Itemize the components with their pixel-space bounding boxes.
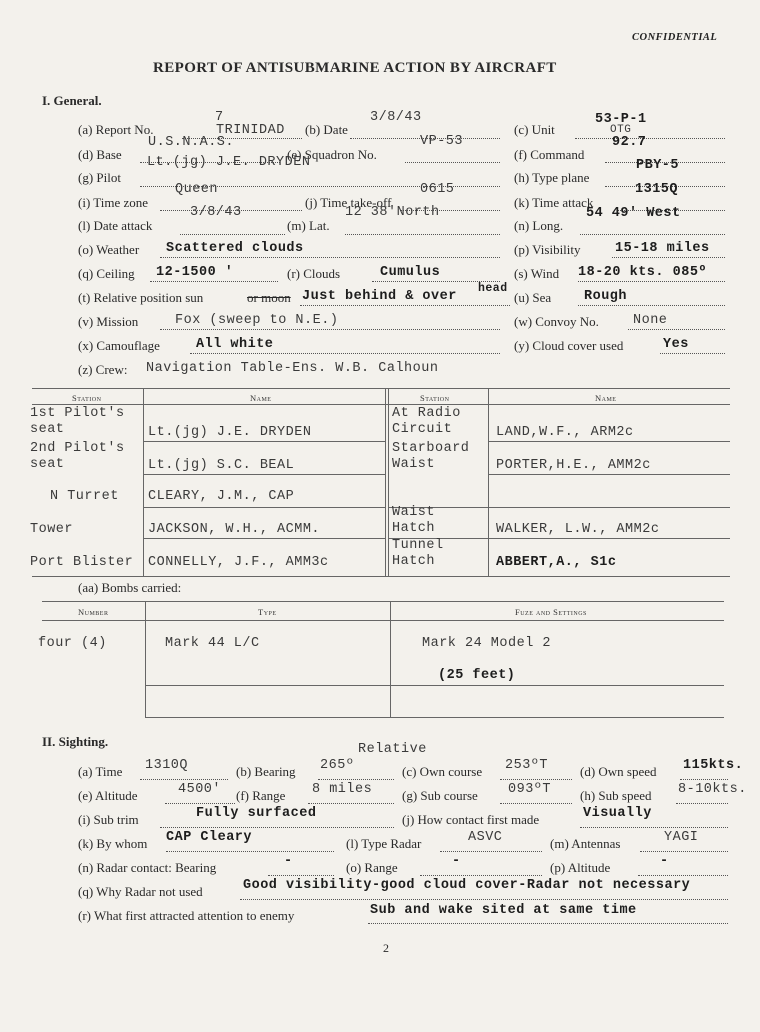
- radar-bearing-value: -: [284, 854, 293, 869]
- crew-row-2-name-2: PORTER,H.E., AMM2c: [496, 458, 651, 473]
- wind-line: [578, 281, 725, 282]
- crew-row-3-name: CLEARY, J.M., CAP: [148, 489, 295, 504]
- crew-row-2-line-b: [488, 474, 730, 475]
- date-attack-value: 3/8/43: [190, 205, 242, 220]
- pilot-label: (g) Pilot: [78, 170, 121, 185]
- bombs-table-bottom: [145, 717, 724, 718]
- wind-value: 18-20 kts. 085º: [578, 265, 708, 280]
- crew-row-5-station-2: Tunnel Hatch: [392, 538, 444, 569]
- crew-table-bottom: [32, 576, 730, 577]
- radar-not-used-label: (q) Why Radar not used: [78, 884, 203, 899]
- unit-label: (c) Unit: [514, 122, 555, 137]
- sub-speed-line: [676, 803, 728, 804]
- sun-position-value: Just behind & over: [302, 289, 457, 304]
- contact-method-line: [580, 827, 728, 828]
- crew-header-station-2: Station: [420, 393, 450, 403]
- camouflage-label: (x) Camouflage: [78, 338, 160, 353]
- clouds-label: (r) Clouds: [287, 266, 341, 281]
- sighting-time-label: (a) Time: [78, 764, 123, 779]
- radar-type-line: [440, 851, 542, 852]
- sub-trim-line: [160, 827, 394, 828]
- first-attention-value: Sub and wake sited at same time: [370, 903, 637, 918]
- long-value: 54 49' West: [586, 206, 681, 221]
- bombs-header-type: Type: [258, 607, 277, 617]
- crew-row-1-station-2: At Radio Circuit: [392, 406, 461, 437]
- mission-label: (v) Mission: [78, 314, 139, 329]
- antennas-value: YAGI: [664, 830, 699, 845]
- bombs-carried-label: (aa) Bombs carried:: [78, 580, 182, 595]
- bombs-fuze-value-2: (25 feet): [438, 668, 516, 683]
- crew-row-3-station: N Turret: [50, 489, 119, 504]
- antennas-label: (m) Antennas: [550, 836, 621, 851]
- weather-label: (o) Weather: [78, 242, 140, 257]
- first-attention-label: (r) What first attracted attention to enemy: [78, 908, 295, 923]
- crew-table-top: [32, 388, 730, 389]
- type-plane-label: (h) Type plane: [514, 170, 590, 185]
- crew-table-header-bottom: [32, 404, 730, 405]
- altitude-line: [165, 803, 235, 804]
- crew-row-5-name: CONNELLY, J.F., AMM3c: [148, 555, 329, 570]
- cloud-cover-line: [660, 353, 725, 354]
- crew-row-4-station: Tower: [30, 522, 74, 537]
- weather-value: Scattered clouds: [166, 241, 304, 256]
- sub-course-value: 093ºT: [508, 782, 552, 797]
- base-value: U.S.N.A.S.: [148, 135, 235, 150]
- mission-line: [160, 329, 500, 330]
- visibility-label: (p) Visibility: [514, 242, 581, 257]
- crew-row-2-station-2: Starboard Waist: [392, 441, 470, 472]
- crew-row-2-station: 2nd Pilot's seat: [30, 441, 125, 472]
- sub-speed-label: (h) Sub speed: [580, 788, 652, 803]
- confidential-marking: CONFIDENTIAL: [632, 32, 718, 43]
- bombs-number-value: four (4): [38, 636, 107, 651]
- page-number: 2: [383, 941, 389, 955]
- crew-label: (z) Crew:: [78, 362, 128, 377]
- crew-row-5-station: Port Blister: [30, 555, 134, 570]
- pilot-value: Lt.(jg) J.E. DRYDEN: [147, 155, 311, 170]
- report-no-value: 7: [215, 110, 224, 125]
- section-sighting-heading: II. Sighting.: [42, 734, 109, 749]
- cloud-cover-label: (y) Cloud cover used: [514, 338, 624, 353]
- squadron-value: VP-53: [420, 134, 464, 149]
- sun-position-label: (t) Relative position sun: [78, 290, 204, 305]
- radar-altitude-value: -: [660, 854, 669, 869]
- time-zone-label: (i) Time zone: [78, 195, 149, 210]
- antennas-line: [640, 851, 728, 852]
- crew-col-divider-1: [143, 388, 144, 576]
- crew-row-4-line-a: [143, 538, 385, 539]
- wind-label: (s) Wind: [514, 266, 560, 281]
- squadron-line: [405, 162, 500, 163]
- sub-course-label: (g) Sub course: [402, 788, 478, 803]
- crew-row-5-name-2: ABBERT,A., S1c: [496, 555, 617, 570]
- long-label: (n) Long.: [514, 218, 564, 233]
- by-whom-label: (k) By whom: [78, 836, 148, 851]
- section-general-heading: I. General.: [42, 93, 102, 108]
- crew-row-4-station-2: Waist Hatch: [392, 505, 436, 536]
- crew-row-1-line-b: [488, 441, 730, 442]
- range-line: [308, 803, 394, 804]
- bombs-header-number: Number: [78, 607, 109, 617]
- report-no-label: (a) Report No.: [78, 122, 154, 137]
- convoy-label: (w) Convoy No.: [514, 314, 599, 329]
- lat-value: 12 38'North: [345, 205, 440, 220]
- convoy-line: [628, 329, 725, 330]
- lat-label: (m) Lat.: [287, 218, 330, 233]
- command-label: (f) Command: [514, 147, 585, 162]
- crew-value: Navigation Table-Ens. W.B. Calhoun: [146, 361, 439, 376]
- time-zone-value: Queen: [175, 182, 219, 197]
- radar-bearing-label: (n) Radar contact: Bearing: [78, 860, 217, 875]
- time-attack-label: (k) Time attack: [514, 195, 594, 210]
- crew-row-2-line-a: [143, 474, 385, 475]
- bombs-header-fuze: Fuze and Settings: [515, 607, 587, 617]
- sun-position-strike: or moon: [247, 290, 291, 305]
- radar-range-line: [420, 875, 542, 876]
- cloud-cover-value: Yes: [663, 337, 689, 352]
- base-label: (d) Base: [78, 147, 122, 162]
- sea-label: (u) Sea: [514, 290, 552, 305]
- bombs-fuze-value: Mark 24 Model 2: [422, 636, 552, 651]
- radar-not-used-line: [240, 899, 728, 900]
- bombs-col-divider-2: [390, 601, 391, 717]
- contact-method-value: Visually: [583, 806, 652, 821]
- own-course-label: (c) Own course: [402, 764, 483, 779]
- type-plane-value: PBY-5: [636, 158, 680, 173]
- sub-trim-value: Fully surfaced: [196, 806, 317, 821]
- bearing-relative-note: Relative: [358, 742, 427, 757]
- visibility-value: 15-18 miles: [615, 241, 710, 256]
- date-value: 3/8/43: [370, 110, 422, 125]
- lat-line: [345, 234, 500, 235]
- own-speed-value: 115kts.: [683, 758, 744, 773]
- contact-method-label: (j) How contact first made: [402, 812, 540, 827]
- crew-col-divider-3: [488, 388, 489, 576]
- ceiling-line: [150, 281, 278, 282]
- unit-value-2: OTG: [610, 124, 632, 136]
- camouflage-line: [190, 353, 500, 354]
- clouds-value: Cumulus: [380, 265, 441, 280]
- camouflage-value: All white: [196, 337, 274, 352]
- convoy-value: None: [633, 313, 668, 328]
- radar-range-label: (o) Range: [346, 860, 398, 875]
- own-speed-line: [680, 779, 728, 780]
- crew-row-4-name-2: WALKER, L.W., AMM2c: [496, 522, 660, 537]
- bombs-col-divider-1: [145, 601, 146, 717]
- time-attack-value: 1315Q: [635, 182, 679, 197]
- radar-type-label: (l) Type Radar: [346, 836, 422, 851]
- radar-not-used-value: Good visibility-good cloud cover-Radar not necessary: [243, 878, 691, 893]
- crew-header-station-1: Station: [72, 393, 102, 403]
- crew-col-divider-2: [385, 388, 386, 576]
- sub-course-line: [500, 803, 572, 804]
- sub-speed-value: 8-10kts.: [678, 782, 747, 797]
- crew-row-3-line-a: [143, 507, 385, 508]
- ceiling-value: 12-1500 ': [156, 265, 234, 280]
- crew-row-1-name: Lt.(jg) J.E. DRYDEN: [148, 425, 312, 440]
- command-value: 92.7: [612, 135, 647, 150]
- bearing-label: (b) Bearing: [236, 764, 296, 779]
- radar-bearing-line: [268, 875, 334, 876]
- time-takeoff-value: 0615: [420, 182, 455, 197]
- crew-header-name-1: Name: [250, 393, 272, 403]
- unit-line: [575, 138, 725, 139]
- crew-col-divider-2b: [388, 388, 389, 576]
- radar-altitude-label: (p) Altitude: [550, 860, 611, 875]
- range-label: (f) Range: [236, 788, 286, 803]
- sun-position-sup: head: [478, 282, 508, 295]
- first-attention-line: [368, 923, 728, 924]
- altitude-value: 4500': [178, 782, 222, 797]
- own-speed-label: (d) Own speed: [580, 764, 657, 779]
- radar-type-value: ASVC: [468, 830, 503, 845]
- own-course-line: [500, 779, 572, 780]
- bombs-row-line: [145, 685, 724, 686]
- bombs-type-value: Mark 44 L/C: [165, 636, 260, 651]
- crew-row-1-station: 1st Pilot's seat: [30, 406, 125, 437]
- unit-value: 53-P-1: [595, 112, 647, 127]
- long-line: [580, 234, 725, 235]
- sea-value: Rough: [584, 289, 628, 304]
- sub-trim-label: (i) Sub trim: [78, 812, 139, 827]
- date-attack-line: [180, 234, 285, 235]
- visibility-line: [612, 257, 725, 258]
- sea-line: [578, 305, 725, 306]
- by-whom-line: [166, 851, 334, 852]
- sun-position-line: [300, 305, 510, 306]
- by-whom-value: CAP Cleary: [166, 830, 253, 845]
- sighting-time-line: [140, 779, 228, 780]
- crew-header-name-2: Name: [595, 393, 617, 403]
- range-value: 8 miles: [312, 782, 373, 797]
- crew-row-1-name-2: LAND,W.F., ARM2c: [496, 425, 634, 440]
- weather-line: [160, 257, 500, 258]
- sighting-time-value: 1310Q: [145, 758, 189, 773]
- squadron-label: (e) Squadron No.: [287, 147, 377, 162]
- crew-row-1-line-a: [143, 441, 385, 442]
- report-base-overtype: TRINIDAD: [216, 123, 285, 138]
- date-attack-label: (l) Date attack: [78, 218, 153, 233]
- bearing-line: [318, 779, 394, 780]
- bearing-value: 265º: [320, 758, 355, 773]
- document-title: REPORT OF ANTISUBMARINE ACTION BY AIRCRAFT: [153, 60, 557, 76]
- crew-row-2-name: Lt.(jg) S.C. BEAL: [148, 458, 295, 473]
- time-takeoff-label: (j) Time take-off: [305, 195, 392, 210]
- crew-row-4-name: JACKSON, W.H., ACMM.: [148, 522, 321, 537]
- mission-value: Fox (sweep to N.E.): [175, 313, 339, 328]
- own-course-value: 253ºT: [505, 758, 549, 773]
- radar-altitude-line: [638, 875, 728, 876]
- date-label: (b) Date: [305, 122, 348, 137]
- radar-range-value: -: [452, 854, 461, 869]
- altitude-label: (e) Altitude: [78, 788, 138, 803]
- ceiling-label: (q) Ceiling: [78, 266, 135, 281]
